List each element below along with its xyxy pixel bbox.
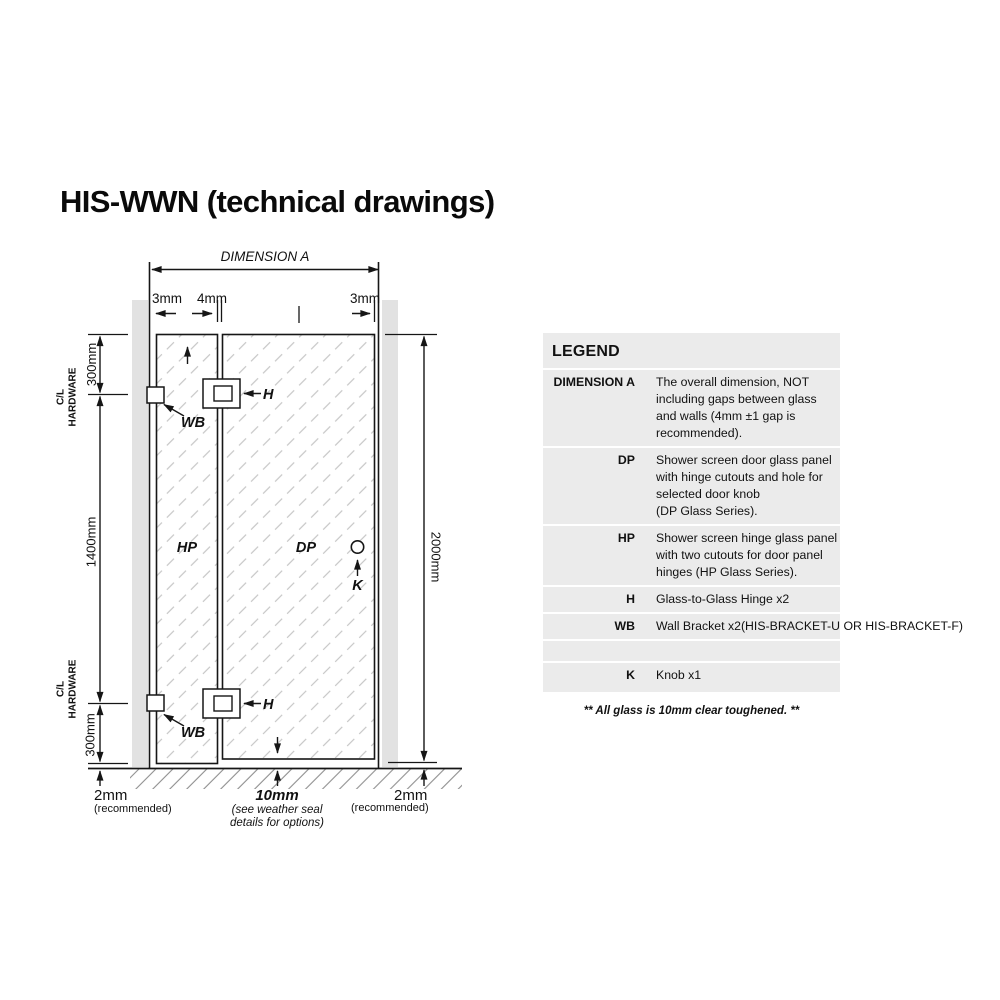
gap-3mm-left-label: 3mm <box>152 291 182 306</box>
floor-hatch <box>130 769 462 789</box>
hinge-top-label: H <box>263 387 274 403</box>
legend-desc-line: Wall Bracket x2(HIS-BRACKET-U OR HIS-BRACKET-F) <box>656 619 964 633</box>
weather-seal-note-line1: (see weather seal <box>231 804 323 816</box>
legend-row-h <box>543 585 840 612</box>
dim-300-bottom-label: 300mm <box>82 713 98 757</box>
legend-desc-line: recommended). <box>656 426 743 440</box>
legend-term: WB <box>614 619 635 633</box>
wall-left <box>132 300 148 767</box>
legend-desc-line: Knob x1 <box>656 668 702 682</box>
legend-desc <box>635 618 963 635</box>
legend-desc-line: The overall dimension, NOT <box>656 375 810 389</box>
legend-footnote: ** All glass is 10mm clear toughened. ** <box>583 705 800 717</box>
legend-desc-line: including gaps between glass <box>656 392 817 406</box>
legend-desc-line: selected door knob <box>656 487 760 501</box>
legend-term: H <box>626 592 635 606</box>
legend-desc <box>635 667 701 684</box>
legend-desc-line: Shower screen door glass panel <box>656 453 832 467</box>
legend-row-spacer <box>543 639 840 661</box>
dimension-a-label: DIMENSION A <box>220 249 310 264</box>
dp-label: DP <box>295 540 317 556</box>
hardware-bottom-label: HARDWARE <box>67 659 79 719</box>
legend-desc-line: with hinge cutouts and hole for <box>656 470 823 484</box>
legend-desc-line: hinges (HP Glass Series). <box>656 565 798 579</box>
wall-bracket-top <box>147 387 164 403</box>
legend-panel <box>543 333 964 717</box>
gap-4mm-label: 4mm <box>197 291 227 306</box>
wb-top-label: WB <box>181 415 206 431</box>
legend-term: HP <box>617 531 635 545</box>
page-title: HIS-WWN (technical drawings) <box>60 184 495 219</box>
dim-300-top-label: 300mm <box>84 342 99 387</box>
hinge-bottom-notch <box>214 696 232 711</box>
legend-desc <box>635 530 837 581</box>
legend-row-dp <box>543 446 840 524</box>
wall-right <box>382 300 398 767</box>
legend-desc-line: (DP Glass Series). <box>656 504 758 518</box>
legend-desc-line: with two cutouts for door panel <box>656 548 823 562</box>
cl-bottom-label: C/L <box>55 680 67 698</box>
cl-top-label: C/L <box>55 388 67 406</box>
hp-label: HP <box>176 540 198 556</box>
recommended-left-label: (recommended) <box>94 803 172 815</box>
hardware-top-label: HARDWARE <box>67 367 79 427</box>
legend-desc-line: Shower screen hinge glass panel <box>656 531 838 545</box>
legend-desc-line: and walls (4mm ±1 gap is <box>656 409 796 423</box>
legend-row-hp <box>543 524 840 585</box>
legend-term: DP <box>617 453 635 467</box>
wb-bottom-label: WB <box>181 725 206 741</box>
recommended-right-label: (recommended) <box>351 802 429 814</box>
dim-1400-label: 1400mm <box>83 516 99 568</box>
legend-desc <box>635 374 817 442</box>
legend-row-k <box>543 661 840 688</box>
gap-10mm-label: 10mm <box>255 787 299 804</box>
knob-circle <box>351 541 363 553</box>
gap-3mm-right-label: 3mm <box>350 291 380 306</box>
legend-box <box>543 333 964 692</box>
weather-seal-note-line2: details for options) <box>230 817 324 829</box>
legend-term: K <box>626 668 635 682</box>
gap-2mm-right-label: 2mm <box>394 787 428 804</box>
legend-row-wb <box>543 612 964 639</box>
legend-desc-line: Glass-to-Glass Hinge x2 <box>656 592 790 606</box>
legend-term: DIMENSION A <box>553 375 635 389</box>
gap-2mm-left-label: 2mm <box>94 787 128 804</box>
wall-bracket-bottom <box>147 695 164 711</box>
dim-2000-label: 2000mm <box>428 531 444 583</box>
legend-header: LEGEND <box>552 343 620 360</box>
legend-row-dimension-a <box>543 368 840 446</box>
knob-label: K <box>352 578 363 594</box>
legend-desc <box>635 591 789 608</box>
hinge-bottom-label: H <box>263 697 274 713</box>
legend-desc <box>635 452 832 520</box>
hinge-top-notch <box>214 386 232 401</box>
